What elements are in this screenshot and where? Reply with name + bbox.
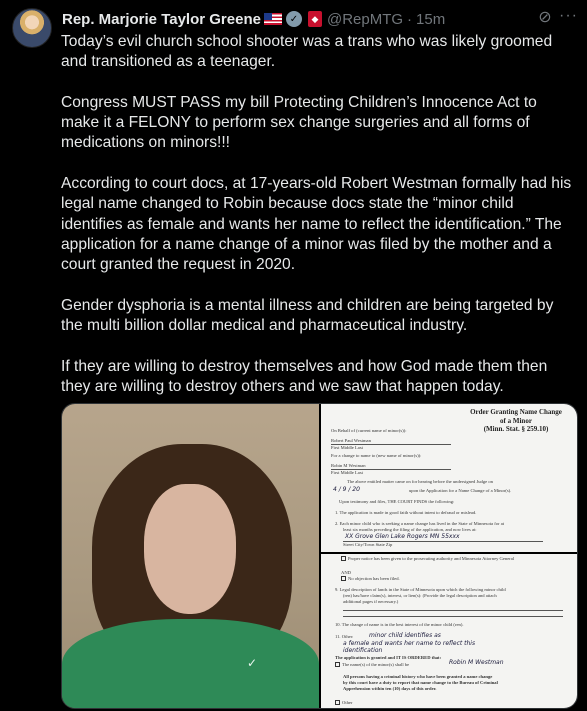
- display-name[interactable]: Rep. Marjorie Taylor Greene: [62, 10, 261, 28]
- checkbox-icon: [335, 662, 340, 667]
- verified-badge-icon[interactable]: ✓: [286, 11, 302, 27]
- separator-dot: ·: [407, 10, 413, 28]
- doc-line: 11. Other:: [335, 634, 354, 639]
- document-title-line: (Minn. Stat. § 259.10): [483, 425, 549, 433]
- grok-icon[interactable]: ⊘: [538, 9, 552, 26]
- checkbox-icon: [341, 576, 346, 581]
- doc-line: 10. The change of name is in the best interest of the minor child (ren).: [335, 622, 464, 627]
- media-photo-person[interactable]: [62, 404, 319, 709]
- checkbox-icon: [341, 556, 346, 561]
- avatar[interactable]: [12, 8, 52, 48]
- doc-line: First Middle Last: [331, 470, 363, 475]
- doc-line: upon the Application for a Name Change of a Minor(s).: [409, 488, 512, 493]
- tweet-paragraph: If they are willing to destroy themselves and how God made them then they are willing to destroy others and we saw that happen today.: [61, 357, 548, 396]
- doc-rule: [343, 610, 563, 611]
- doc-line: Street City/Town State Zip: [343, 542, 393, 547]
- document-title-line: Order Granting Name Change: [470, 408, 562, 416]
- doc-handwriting: a female and wants her name to reflect this: [343, 640, 476, 647]
- doc-name-current: Robert Paul Westman: [331, 438, 371, 443]
- doc-line: Apprehension within ten (10) days of this order.: [343, 686, 437, 691]
- doc-line: additional pages if necessary.): [343, 599, 399, 604]
- tweet-text: [61, 32, 579, 418]
- doc-handwriting: 4 / 9 / 20: [333, 486, 360, 493]
- doc-line: 1. The application is made in good faith without intent to defraud or mislead.: [335, 510, 477, 515]
- doc-line: 2. Each minor child who is seeking a name change has lived in the State of Minnesota for at: [335, 521, 505, 526]
- tweet-header: [62, 7, 578, 29]
- tweet-paragraph: According to court docs, at 17-years-old Robert Westman formally had his legal name changed to Robin because docs state the “minor child identifies as female and wants her name to reflect the identification.” The application for a name change of a minor was filed by the mother and a court granted the request in 2020.: [61, 175, 572, 274]
- doc-text: The name(s) of the minor(s) shall be: [342, 662, 410, 667]
- doc-line: 9. Legal description of lands in the State of Minnesota upon which the following minor child: [335, 587, 506, 592]
- doc-line: First Middle Last: [331, 445, 363, 450]
- doc-line: For a change to name to (new name of minor(s)):: [331, 453, 422, 458]
- doc-text: Proper notice has been given to the prosecuting authority and Minnesota Attorney General: [348, 556, 515, 561]
- doc-line: The above entitled matter came on for hearing before the undersigned Judge on: [347, 479, 493, 484]
- doc-line: [335, 700, 569, 706]
- photo-shirt: [62, 619, 319, 709]
- doc-handwriting: Robin M Westman: [449, 659, 504, 666]
- doc-text: Other: [342, 700, 353, 705]
- media-document-bottom[interactable]: [321, 554, 578, 709]
- more-icon[interactable]: ···: [559, 7, 578, 24]
- tweet-paragraph: Congress MUST PASS my bill Protecting Children’s Innocence Act to make it a FELONY to perform sex change surgeries and all forms of medications on minors!!!: [61, 93, 537, 152]
- affiliate-badge-icon[interactable]: ◆: [308, 11, 322, 27]
- media-document-top[interactable]: [321, 404, 578, 552]
- media-grid: [61, 403, 578, 709]
- doc-line: [341, 576, 569, 582]
- doc-line: (ren) has/have claim(s), interest, or lien(s): (Provide the legal description and attach: [343, 593, 497, 598]
- doc-rule: [343, 616, 563, 617]
- doc-ordered: The application is granted and IT IS ORDERED that:: [335, 655, 442, 660]
- handle[interactable]: @RepMTG: [326, 10, 404, 28]
- document-title-line: of a Minor: [500, 416, 532, 425]
- nike-swoosh-icon: ✓: [247, 656, 258, 670]
- doc-line: by this court have a duty to report that name change to the Bureau of Criminal: [343, 680, 498, 685]
- doc-text: No objection has been filed.: [348, 576, 400, 581]
- doc-line: [341, 556, 569, 562]
- tweet-paragraph: Today’s evil church school shooter was a trans who was likely groomed and transitioned as a teenager.: [61, 33, 553, 71]
- photo-face: [144, 484, 236, 614]
- doc-line: Upon testimony and files, THE COURT FINDS the following:: [339, 499, 455, 504]
- doc-handwriting: XX Grove Glen Lake Rogers MN 55xxx: [345, 533, 460, 540]
- checkbox-icon: [335, 700, 340, 705]
- doc-line: least six months preceding the filing of the application, and now lives at:: [343, 527, 477, 532]
- doc-line: On Behalf of (current name of minor(s)):: [331, 428, 407, 433]
- doc-line: All persons having a criminal history who have been granted a name change: [343, 674, 493, 679]
- doc-name-new: Robin M Westman: [331, 463, 366, 468]
- tweet-paragraph: Gender dysphoria is a mental illness and children are being targeted by the multi billion dollar medical and pharmaceutical industry.: [61, 296, 554, 335]
- doc-handwriting: minor child identifies as: [369, 632, 441, 639]
- us-flag-icon: [264, 13, 282, 25]
- doc-handwriting: identification: [343, 647, 383, 654]
- doc-and: AND: [341, 570, 351, 575]
- timestamp[interactable]: 15m: [416, 10, 446, 28]
